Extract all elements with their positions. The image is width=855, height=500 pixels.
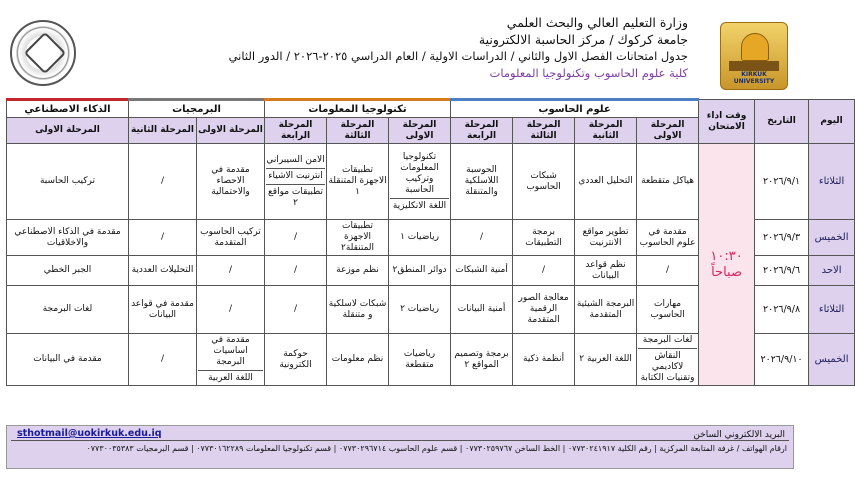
header-text <box>128 14 688 82</box>
time-header: وقت اداء الامتحان <box>699 100 755 144</box>
exam-cell: / <box>129 334 197 386</box>
exam-subject: الامن السيبراني <box>266 154 325 165</box>
exam-subject: اللغة العربية <box>198 370 263 384</box>
hotline-email-label: البريد الالكتروني الساخن <box>693 430 785 440</box>
exam-subject: تطبيقات مواقع ٢ <box>266 184 325 209</box>
exam-cell: تطبيقات الاجهزة المتنقلة ١ <box>327 144 389 220</box>
dome-icon <box>741 33 769 61</box>
seal-emblem-icon <box>24 32 66 74</box>
stage-header: المرحلة الثانية <box>129 118 197 144</box>
dept-information-technology: تكنولوجيا المعلومات <box>265 100 451 118</box>
day-cell: الخميس <box>809 220 855 256</box>
day-cell: الثلاثاء <box>809 144 855 220</box>
exam-cell: مقدمة في قواعد البيانات <box>129 286 197 334</box>
exam-cell: / <box>265 286 327 334</box>
exam-cell: أمنية الشبكات <box>451 256 513 286</box>
exam-cell: مقدمة في علوم الحاسوب <box>637 220 699 256</box>
exam-cell: رياضيات ٢ <box>389 286 451 334</box>
exam-cell: البرمجة الشيئية المتقدمة <box>575 286 637 334</box>
exam-subject: تكنولوجيا المعلومات وتركيب الحاسبة <box>400 151 439 195</box>
stage-header: المرحلة الاولى <box>7 118 129 144</box>
exam-subject: انترنيت الاشياء <box>266 168 325 182</box>
exam-cell: شبكات الحاسوب <box>513 144 575 220</box>
logo-caption: KIRKUK UNIVERSITY <box>733 71 775 85</box>
exam-cell: تطبيقات الاجهزة المتنقلة٢ <box>327 220 389 256</box>
stage-header: المرحلة الاولى <box>637 118 699 144</box>
exam-cell: / <box>129 220 197 256</box>
exam-cell: تركيب الحاسبة <box>7 144 129 220</box>
university-title: جامعة كركوك / مركز الحاسبة الالكترونية <box>478 32 688 47</box>
date-cell: ٢٠٢٦/٩/٦ <box>755 256 809 286</box>
dept-software: البرمجيات <box>129 100 265 118</box>
exam-cell: أمنية البيانات <box>451 286 513 334</box>
exam-time-cell: ١٠:٣٠ صباحاً <box>699 144 755 386</box>
building-base-icon <box>729 61 779 71</box>
phone-numbers: ارقام الهواتف / غرفة المتابعة المركزية | رقم الكلية ٠٧٧٣٠٢٤١٩١٧ | الخط الساخن ٠٧٧٣٠٢٥٩٧٦٧ | قسم علوم الحاسوب ٠٧٧٣٠٢٩٦٧١٤ | قسم تكنولوجيا المعلومات ٠٧٧٣٠١٦٢٢٨٩ | قسم البرمجيات ٠٧٧٣٠٠٣٥٣٨٣ <box>86 444 787 453</box>
exam-subject: لغات البرمجة <box>642 335 693 345</box>
exam-cell: نظم موزعة <box>327 256 389 286</box>
footer-divider <box>11 440 789 441</box>
exam-cell: معالجة الصور الرقمية المتقدمة <box>513 286 575 334</box>
schedule-title: جدول امتحانات الفصل الاول والثاني / الدراسات الاولية / العام الدراسي ٢٠٢٥-٢٠٢٦ / الدور الثاني <box>228 49 688 63</box>
exam-cell: مهارات الحاسوب <box>637 286 699 334</box>
ministry-title: وزارة التعليم العالي والبحث العلمي <box>506 15 688 30</box>
exam-cell: / <box>197 256 265 286</box>
page-header <box>0 0 800 98</box>
hotline-email-link[interactable]: sthotmail@uokirkuk.edu.iq <box>17 428 162 439</box>
exam-cell: نظم قواعد البيانات <box>575 256 637 286</box>
stage-header: المرحلة الثالثة <box>327 118 389 144</box>
exam-cell: أنظمة ذكية <box>513 334 575 386</box>
exam-cell <box>265 144 327 220</box>
exam-cell: / <box>451 220 513 256</box>
dept-computer-science: علوم الحاسوب <box>451 100 699 118</box>
date-cell: ٢٠٢٦/٩/٣ <box>755 220 809 256</box>
day-cell: الاحد <box>809 256 855 286</box>
exam-cell: حوكمة الكترونية <box>265 334 327 386</box>
exam-cell: / <box>129 144 197 220</box>
exam-cell: الحوسبة اللاسلكية والمتنقلة <box>451 144 513 220</box>
university-seal-logo <box>10 20 76 86</box>
date-cell: ٢٠٢٦/٩/٨ <box>755 286 809 334</box>
exam-cell: برمجة وتصميم المواقع ٢ <box>451 334 513 386</box>
footer-contact-box <box>6 425 794 469</box>
exam-cell: لغات البرمجة <box>7 286 129 334</box>
department-header-row <box>7 100 855 118</box>
stage-header: المرحلة الرابعة <box>451 118 513 144</box>
date-header: التاريخ <box>755 100 809 144</box>
dept-artificial-intelligence: الذكاء الاصطناعي <box>7 100 129 118</box>
table-row <box>7 144 855 220</box>
exam-cell <box>197 334 265 386</box>
kirkuk-university-logo <box>720 22 788 90</box>
date-cell: ٢٠٢٦/٩/١ <box>755 144 809 220</box>
day-cell: الثلاثاء <box>809 286 855 334</box>
day-cell: الخميس <box>809 334 855 386</box>
exam-cell: شبكات لاسلكية و متنقلة <box>327 286 389 334</box>
exam-cell: / <box>513 256 575 286</box>
exam-cell: مقدمة في البيانات <box>7 334 129 386</box>
exam-cell: تطوير مواقع الانترنيت <box>575 220 637 256</box>
exam-cell: التحليلات العددية <box>129 256 197 286</box>
stage-header: المرحلة الثالثة <box>513 118 575 144</box>
exam-subject: مقدمة في اساسيات البرمجة <box>211 335 250 367</box>
exam-cell: / <box>197 286 265 334</box>
exam-cell <box>389 144 451 220</box>
stage-header: المرحلة الاولى <box>197 118 265 144</box>
exam-cell: رياضيات متقطعة <box>389 334 451 386</box>
exam-cell: نظم معلومات <box>327 334 389 386</box>
exam-cell: / <box>265 220 327 256</box>
stage-header: المرحلة الرابعة <box>265 118 327 144</box>
exam-cell: دوائر المنطق٢ <box>389 256 451 286</box>
exam-cell: التحليل العددي <box>575 144 637 220</box>
exam-cell: / <box>637 256 699 286</box>
date-cell: ٢٠٢٦/٩/١٠ <box>755 334 809 386</box>
exam-cell: / <box>265 256 327 286</box>
exam-subject: النقاش لاكاديمي وتقنيات الكتابة <box>638 348 697 384</box>
exam-cell: تركيب الحاسوب المتقدمة <box>197 220 265 256</box>
exam-cell <box>637 334 699 386</box>
exam-subject: اللغة الانكليزية <box>390 198 449 212</box>
exam-cell: رياضيات ١ <box>389 220 451 256</box>
exam-cell: مقدمة في الاحصاء والاحتمالية <box>197 144 265 220</box>
exam-cell: هياكل متقطعة <box>637 144 699 220</box>
exam-cell: مقدمة في الذكاء الاصطناعي والاخلاقيات <box>7 220 129 256</box>
exam-cell: اللغة العربية ٢ <box>575 334 637 386</box>
exam-schedule-table <box>6 98 855 386</box>
exam-cell: برمجة التطبيقات <box>513 220 575 256</box>
stage-header: المرحلة الثانية <box>575 118 637 144</box>
stage-header: المرحلة الاولى <box>389 118 451 144</box>
day-header: اليوم <box>809 100 855 144</box>
college-title: كلية علوم الحاسوب وتكنولوجيا المعلومات <box>489 66 688 80</box>
exam-cell: الجبر الخطي <box>7 256 129 286</box>
